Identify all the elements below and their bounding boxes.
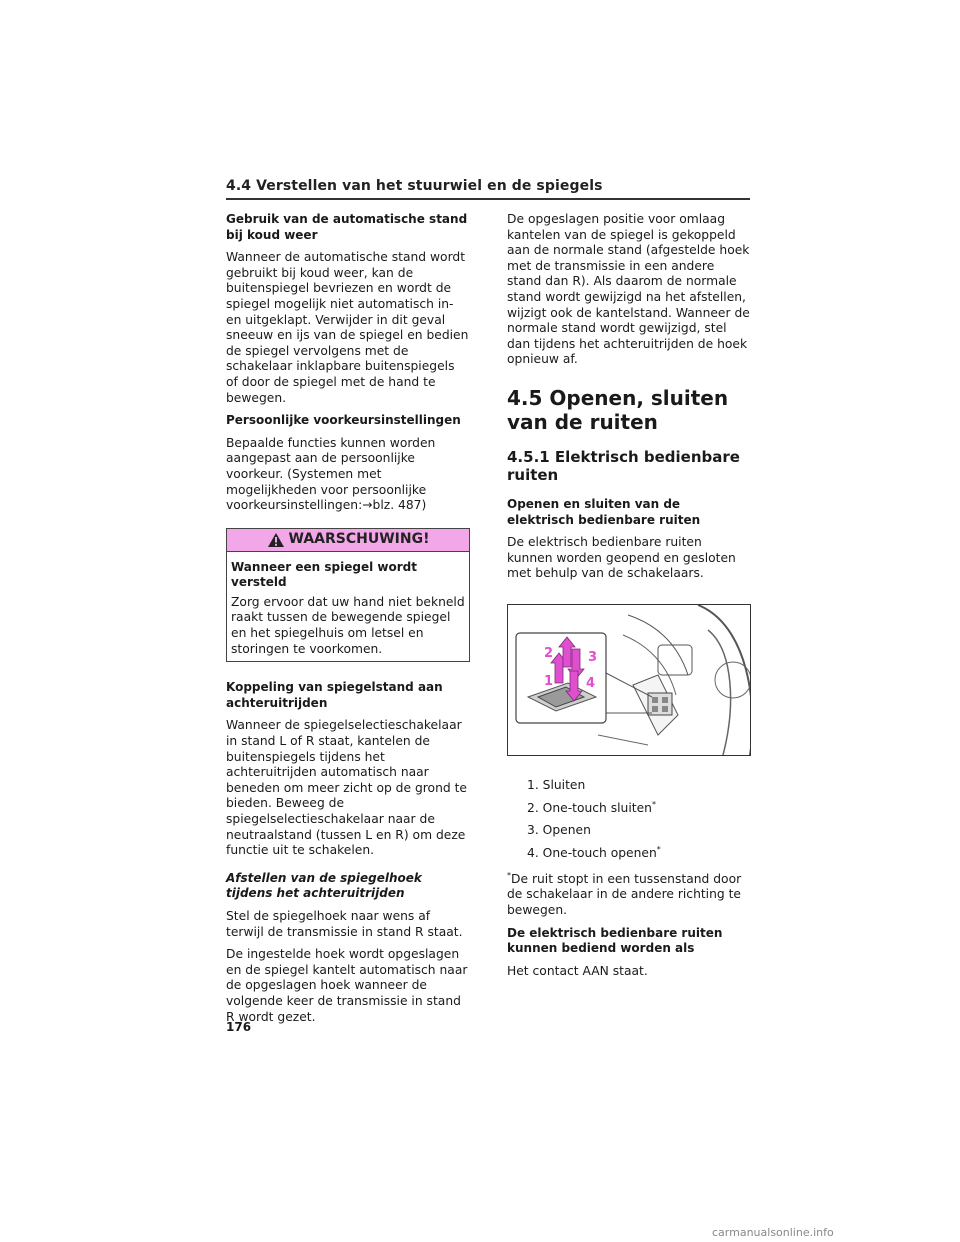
paragraph-personal-settings: Bepaalde functies kunnen worden aangepast aan de persoonlijke voorkeur. (Systemen met mogelijkheden voor persoonlijke voorkeursinstellingen:→blz. 487) [226, 435, 436, 513]
list-item: 4. One-touch openen* [527, 844, 661, 861]
paragraph-adjust-1: Stel de spiegelhoek naar wens af terwijl de transmissie in stand R staat. [226, 908, 463, 939]
heading-personal-settings: Persoonlijke voorkeursinstellingen [226, 413, 461, 428]
figure-label-3: 3 [588, 649, 598, 665]
warning-body [227, 552, 469, 662]
page-number: 176 [226, 1020, 252, 1034]
list-item: 3. Openen [527, 823, 591, 838]
figure-label-2: 2 [544, 645, 554, 661]
warning-header [227, 529, 469, 552]
list-item: 2. One-touch sluiten* [527, 799, 656, 815]
warning-subtitle: Wanneer een spiegel wordt versteld [231, 559, 417, 590]
heading-cold-weather: Gebruik van de automatische stand bij koud weer [226, 212, 468, 242]
window-switch-illustration [507, 604, 751, 756]
heading-open-close: Openen en sluiten van de elektrisch bedienbare ruiten [507, 496, 701, 527]
paragraph-conditions: Het contact AAN staat. [507, 963, 648, 978]
figure-label-1: 1 [544, 673, 554, 689]
list-item: 1. Sluiten [527, 778, 586, 792]
heading-mirror-link: Koppeling van spiegelstand aan achteruitrijden [226, 680, 443, 710]
section-title: 4.4 Verstellen van het stuurwiel en de spiegels [226, 178, 603, 194]
warning-box [226, 528, 470, 663]
switch-function-list [527, 774, 751, 862]
warning-text: Zorg ervoor dat uw hand niet bekneld raakt tussen de bewegende spiegel en het spiegelhuis om letsel en storingen te voorkomen. [231, 594, 465, 656]
left-column [226, 212, 470, 1032]
paragraph-adjust-2: De ingestelde hoek wordt opgeslagen en de spiegel kantelt automatisch naar de opgeslagen hoek wanneer de volgende keer de transmissie in stand R wordt gezet. [226, 947, 468, 1024]
window-switch-drawing [508, 605, 750, 755]
paragraph-cold-weather: Wanneer de automatische stand wordt gebruikt bij koud weer, kan de buitenspiegel bevriezen en wordt de spiegel mogelijk niet automatisch in- en uitgeklapt. Verwijder in dit geval sneeuw en ijs van de spiegel en bedien de spiegel vervolgens met de schakelaar inklapbare buitenspiegels of door de spiegel met de hand te bewegen. [226, 250, 469, 405]
footnote: *De ruit stopt in een tussenstand door de schakelaar in de andere richting te bewegen. [507, 870, 742, 917]
warning-triangle-icon [267, 532, 285, 548]
paragraph-stored-position: De opgeslagen positie voor omlaag kantelen van de spiegel is gekoppeld aan de normale stand (afgestelde hoek met de transmissie in een andere stand dan R). Als daarom de normale stand wordt gewijzigd na het afstellen, wijzigt ook de kantelstand. Wanneer de normale stand wordt gewijzigd, stel dan tijdens het achteruitrijden de hoek opnieuw af. [507, 212, 750, 367]
watermark: carmanualsonline.info [712, 1226, 834, 1239]
page-header [226, 178, 750, 200]
paragraph-mirror-link: Wanneer de spiegelselectieschakelaar in stand L of R staat, kantelen de buitenspiegels tijdens het achteruitrijden automatisch naar beneden om meer zicht op de grond te bieden. Beweeg de spiegelselectieschakelaar naar de neutraalstand (tussen L en R) om deze functie uit te schakelen. [226, 718, 467, 858]
paragraph-open-close: De elektrisch bedienbare ruiten kunnen worden geopend en gesloten met behulp van de schakelaars. [507, 535, 736, 581]
right-column [507, 212, 751, 986]
heading-adjust-angle: Afstellen van de spiegelhoek tijdens het achteruitrijden [226, 870, 422, 901]
figure-label-4: 4 [586, 675, 596, 691]
section-heading: 4.5.1 Elektrisch bedienbare ruiten [507, 447, 740, 485]
header-divider [226, 198, 750, 200]
heading-conditions: De elektrisch bedienbare ruiten kunnen bediend worden als [507, 925, 723, 956]
warning-label: WAARSCHUWING! [288, 530, 430, 547]
chapter-heading: 4.5 Openen, sluiten van de ruiten [507, 385, 729, 434]
